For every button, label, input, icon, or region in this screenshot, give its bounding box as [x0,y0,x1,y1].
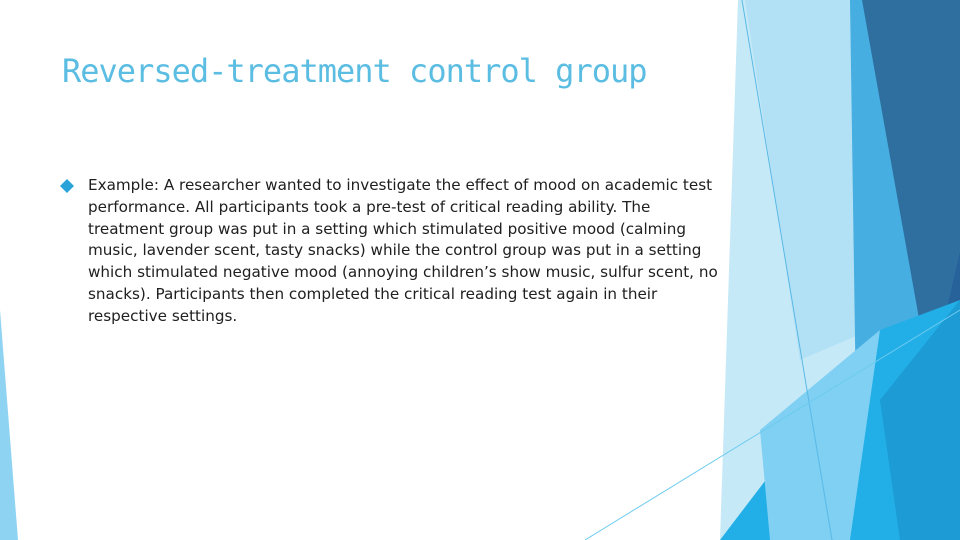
left-edge-shape [0,310,18,540]
slide-title: Reversed-treatment control group [62,52,647,90]
bullet-item [60,175,730,328]
diamond-bullet-icon [60,179,74,193]
bullet-text: Example: A researcher wanted to investigate the effect of mood on academic test performance. All participants took a pre-test of critical reading ability. The treatment group was put in a setting which stimulated positive mood (calming music, lavender scent, tasty snacks) while the control group was put in a setting which stimulated negative mood (annoying children’s show music, sulfur scent, no snacks). Participants then completed the critical reading test again in their respective settings. [88,176,718,325]
